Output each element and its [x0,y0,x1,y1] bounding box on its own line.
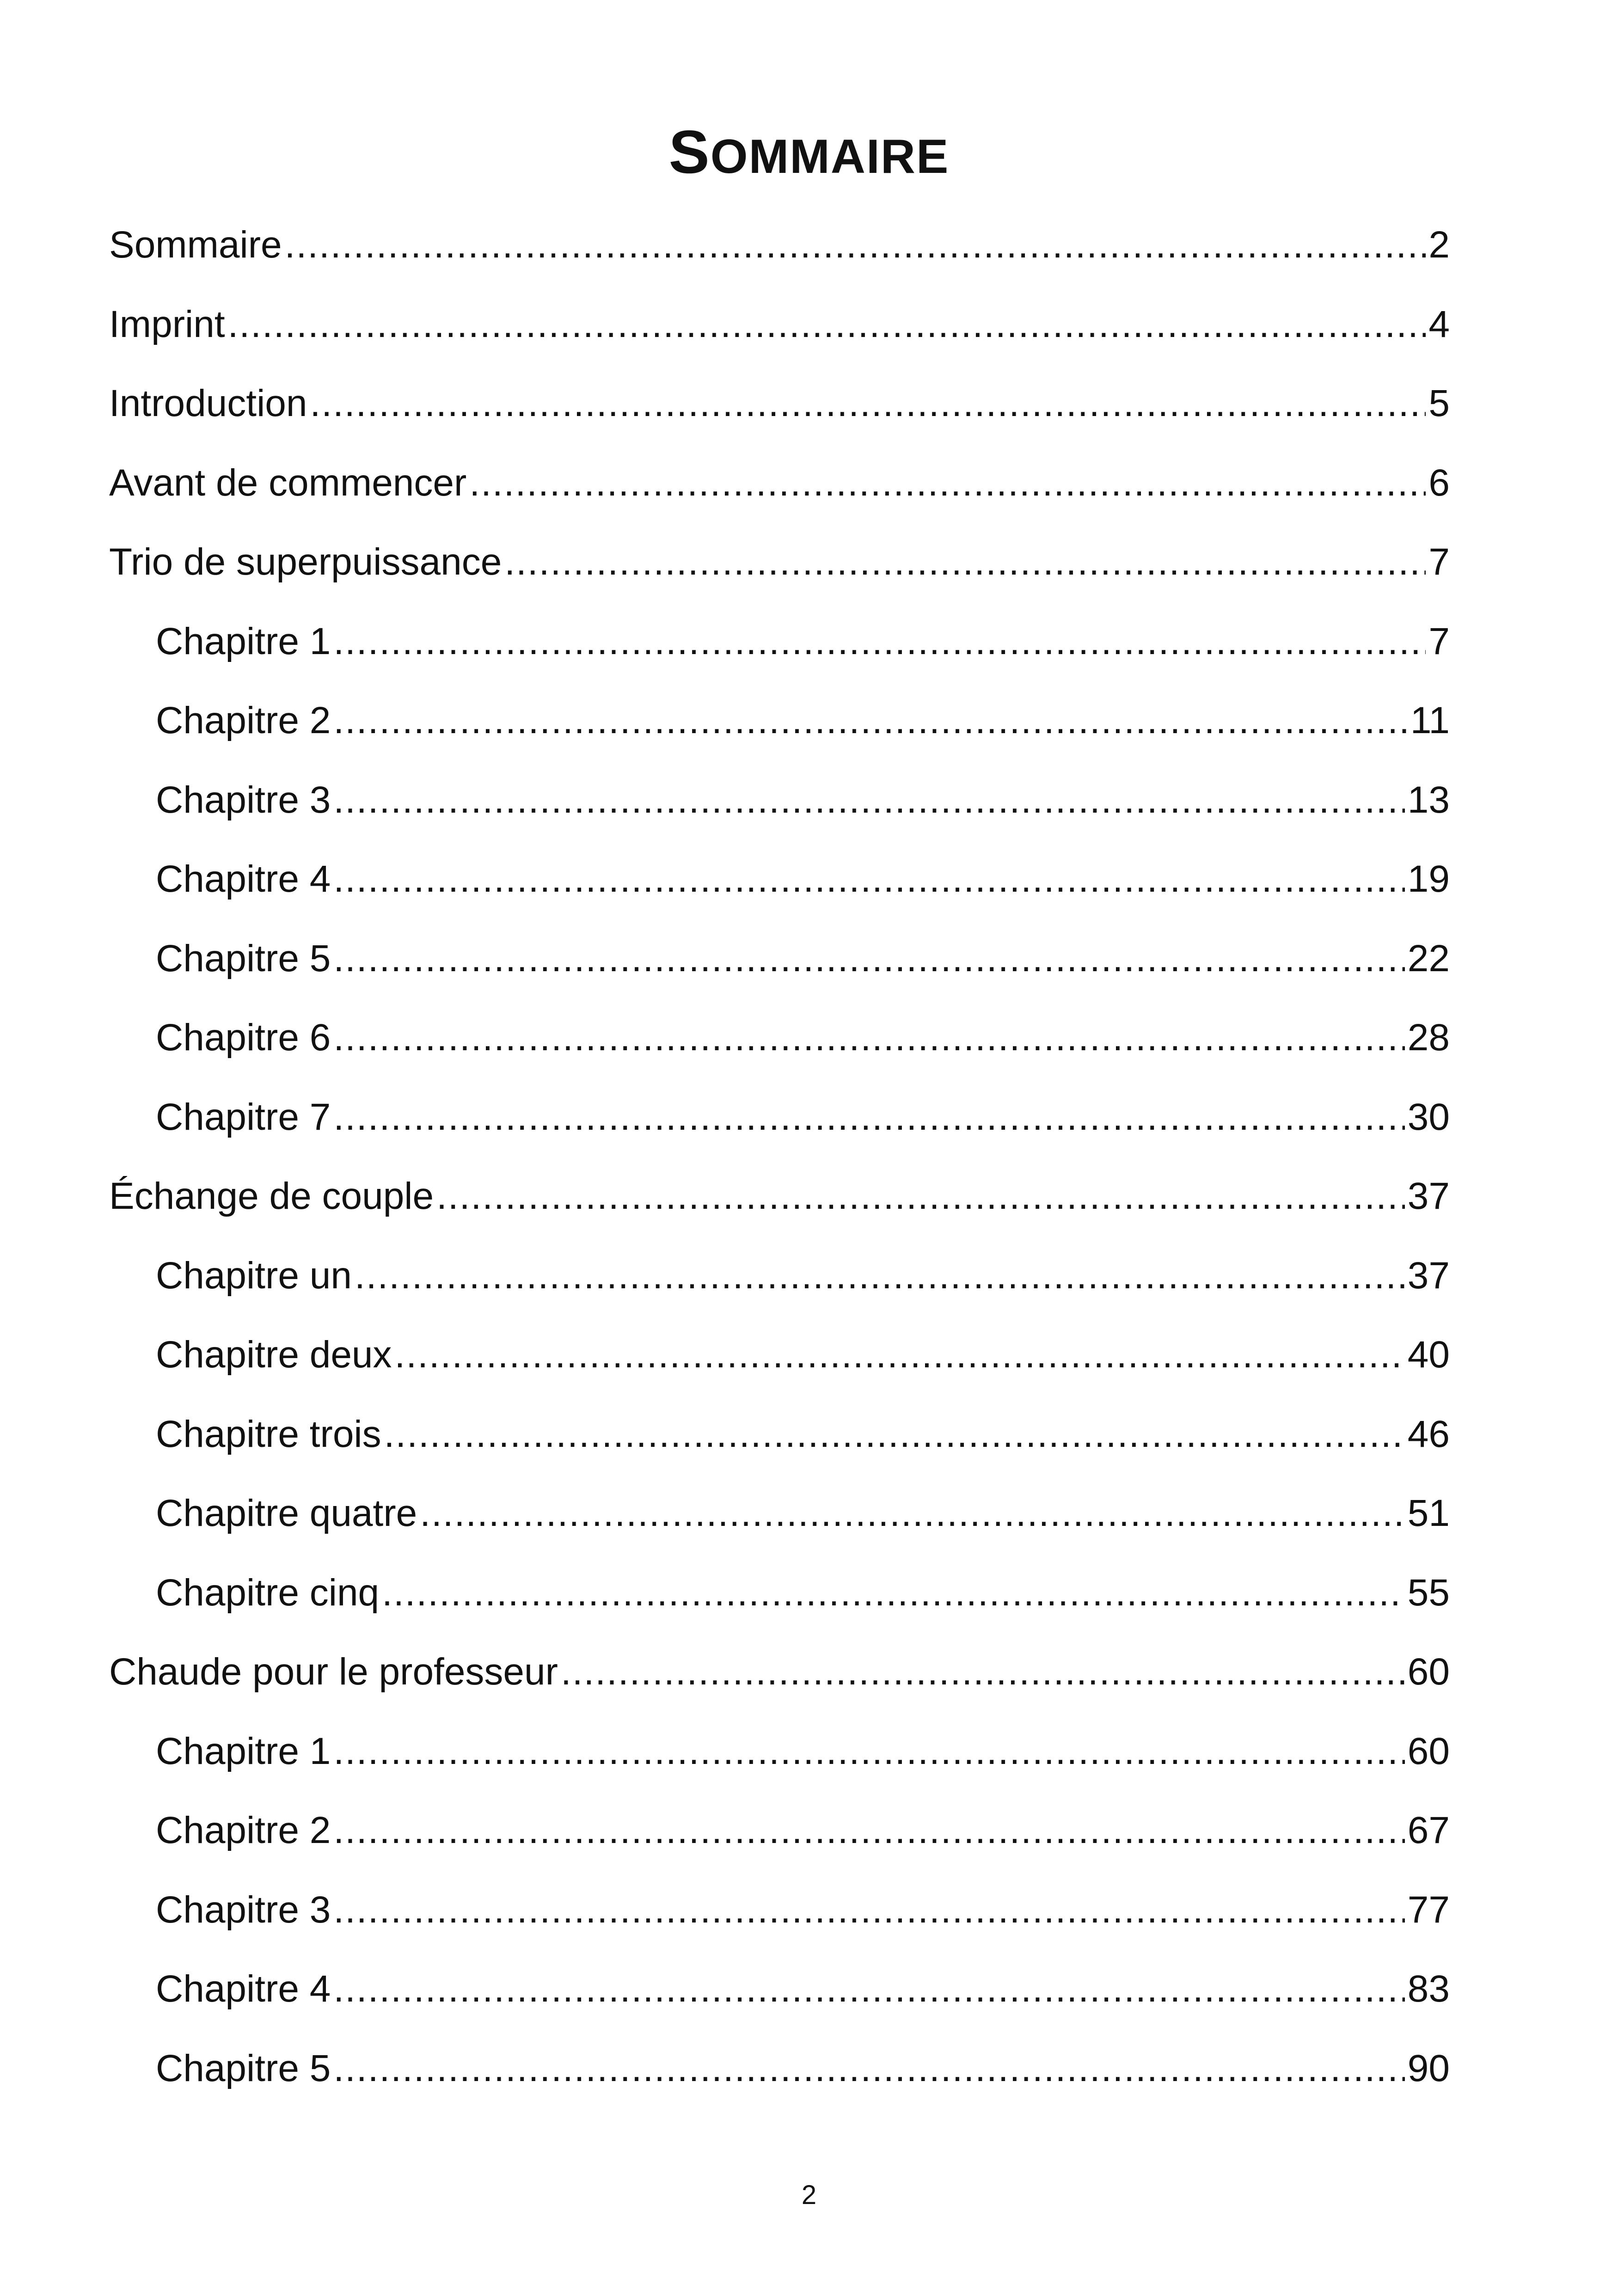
toc-subentry[interactable] [109,681,1450,760]
dot-leader [333,1791,1404,1870]
dot-leader [469,443,1426,523]
toc-entry-page-number: 40 [1407,1334,1450,1376]
toc-subentry[interactable] [109,2029,1450,2108]
toc-entry-page-number: 7 [1428,541,1450,583]
toc-entry-page-number: 2 [1428,224,1450,266]
toc-entry-page-number: 60 [1407,1651,1450,1693]
toc-entry-page-number: 11 [1410,699,1450,741]
toc-entry-label: Chapitre 1 [156,620,331,662]
dot-leader [310,364,1426,443]
table-of-contents [109,205,1450,2108]
dot-leader [333,919,1404,998]
toc-entry[interactable] [109,285,1450,364]
toc-entry-page-number: 37 [1407,1175,1450,1217]
dot-leader [561,1632,1405,1712]
toc-entry-page-number: 67 [1407,1809,1450,1851]
dot-leader [333,2029,1404,2108]
toc-entry-label: Trio de superpuissance [109,541,502,583]
toc-entry-label: Chapitre 6 [156,1016,331,1059]
toc-subentry[interactable] [109,1236,1450,1316]
dot-leader [395,1315,1405,1395]
toc-entry-page-number: 13 [1407,778,1450,821]
toc-entry-page-number: 7 [1428,620,1450,662]
dot-leader [436,1157,1405,1236]
dot-leader [420,1474,1405,1553]
toc-entry-label: Chapitre deux [156,1334,392,1376]
title-rest: OMMAIRE [710,130,950,184]
toc-entry-label: Chapitre un [156,1254,352,1297]
toc-entry-page-number: 77 [1407,1888,1450,1931]
toc-subentry[interactable] [109,1553,1450,1633]
toc-subentry[interactable] [109,1712,1450,1791]
toc-entry-label: Sommaire [109,224,282,266]
dot-leader [228,285,1426,364]
toc-entry[interactable] [109,205,1450,285]
toc-entry-page-number: 28 [1407,1016,1450,1059]
toc-subentry[interactable] [109,1474,1450,1553]
dot-leader [382,1553,1405,1633]
toc-entry-label: Introduction [109,382,307,424]
dot-leader [333,681,1408,760]
toc-entry-label: Chapitre 1 [156,1730,331,1772]
toc-entry-page-number: 83 [1407,1968,1450,2010]
toc-entry-page-number: 22 [1407,937,1450,980]
title-first-letter: S [668,118,711,186]
dot-leader [333,1949,1404,2029]
page-number: 2 [801,2180,817,2210]
dot-leader [333,1712,1404,1791]
toc-subentry[interactable] [109,1395,1450,1474]
toc-entry[interactable] [109,522,1450,602]
toc-entry-page-number: 19 [1407,858,1450,900]
toc-subentry[interactable] [109,839,1450,919]
dot-leader [333,839,1404,919]
toc-entry[interactable] [109,443,1450,523]
toc-entry-page-number: 60 [1407,1730,1450,1772]
dot-leader [333,998,1404,1078]
dot-leader [384,1395,1405,1474]
toc-entry-page-number: 46 [1407,1413,1450,1455]
toc-entry-page-number: 90 [1407,2047,1450,2089]
toc-subentry[interactable] [109,1949,1450,2029]
dot-leader [285,205,1426,285]
toc-entry-label: Imprint [109,303,225,345]
toc-entry-label: Chapitre 5 [156,937,331,980]
dot-leader [355,1236,1405,1316]
toc-entry-label: Chapitre 7 [156,1096,331,1138]
toc-subentry[interactable] [109,602,1450,681]
toc-entry-page-number: 51 [1407,1492,1450,1534]
toc-entry-page-number: 30 [1407,1096,1450,1138]
toc-entry-page-number: 4 [1428,303,1450,345]
toc-entry-label: Chapitre quatre [156,1492,417,1534]
toc-subentry[interactable] [109,760,1450,840]
toc-entry[interactable] [109,364,1450,443]
page-title [0,116,1618,189]
toc-entry-label: Échange de couple [109,1175,434,1217]
toc-entry-label: Chapitre 5 [156,2047,331,2089]
toc-entry[interactable] [109,1157,1450,1236]
toc-subentry[interactable] [109,998,1450,1078]
toc-entry-page-number: 37 [1407,1254,1450,1297]
dot-leader [504,522,1426,602]
toc-entry-label: Chapitre trois [156,1413,381,1455]
toc-entry-page-number: 55 [1407,1571,1450,1614]
toc-subentry[interactable] [109,1791,1450,1870]
toc-subentry[interactable] [109,1870,1450,1950]
toc-entry-page-number: 6 [1428,461,1450,504]
toc-subentry[interactable] [109,919,1450,998]
toc-subentry[interactable] [109,1078,1450,1157]
dot-leader [333,760,1404,840]
toc-entry-label: Chapitre 3 [156,778,331,821]
toc-entry-label: Chapitre 3 [156,1888,331,1931]
toc-entry-label: Chapitre cinq [156,1571,380,1614]
toc-entry-label: Chapitre 2 [156,699,331,741]
dot-leader [333,1870,1404,1950]
toc-entry[interactable] [109,1632,1450,1712]
toc-entry-label: Chapitre 4 [156,1968,331,2010]
dot-leader [333,1078,1404,1157]
toc-entry-page-number: 5 [1428,382,1450,424]
toc-entry-label: Avant de commencer [109,461,467,504]
toc-entry-label: Chaude pour le professeur [109,1651,558,1693]
dot-leader [333,602,1426,681]
toc-subentry[interactable] [109,1315,1450,1395]
toc-entry-label: Chapitre 4 [156,858,331,900]
toc-entry-label: Chapitre 2 [156,1809,331,1851]
